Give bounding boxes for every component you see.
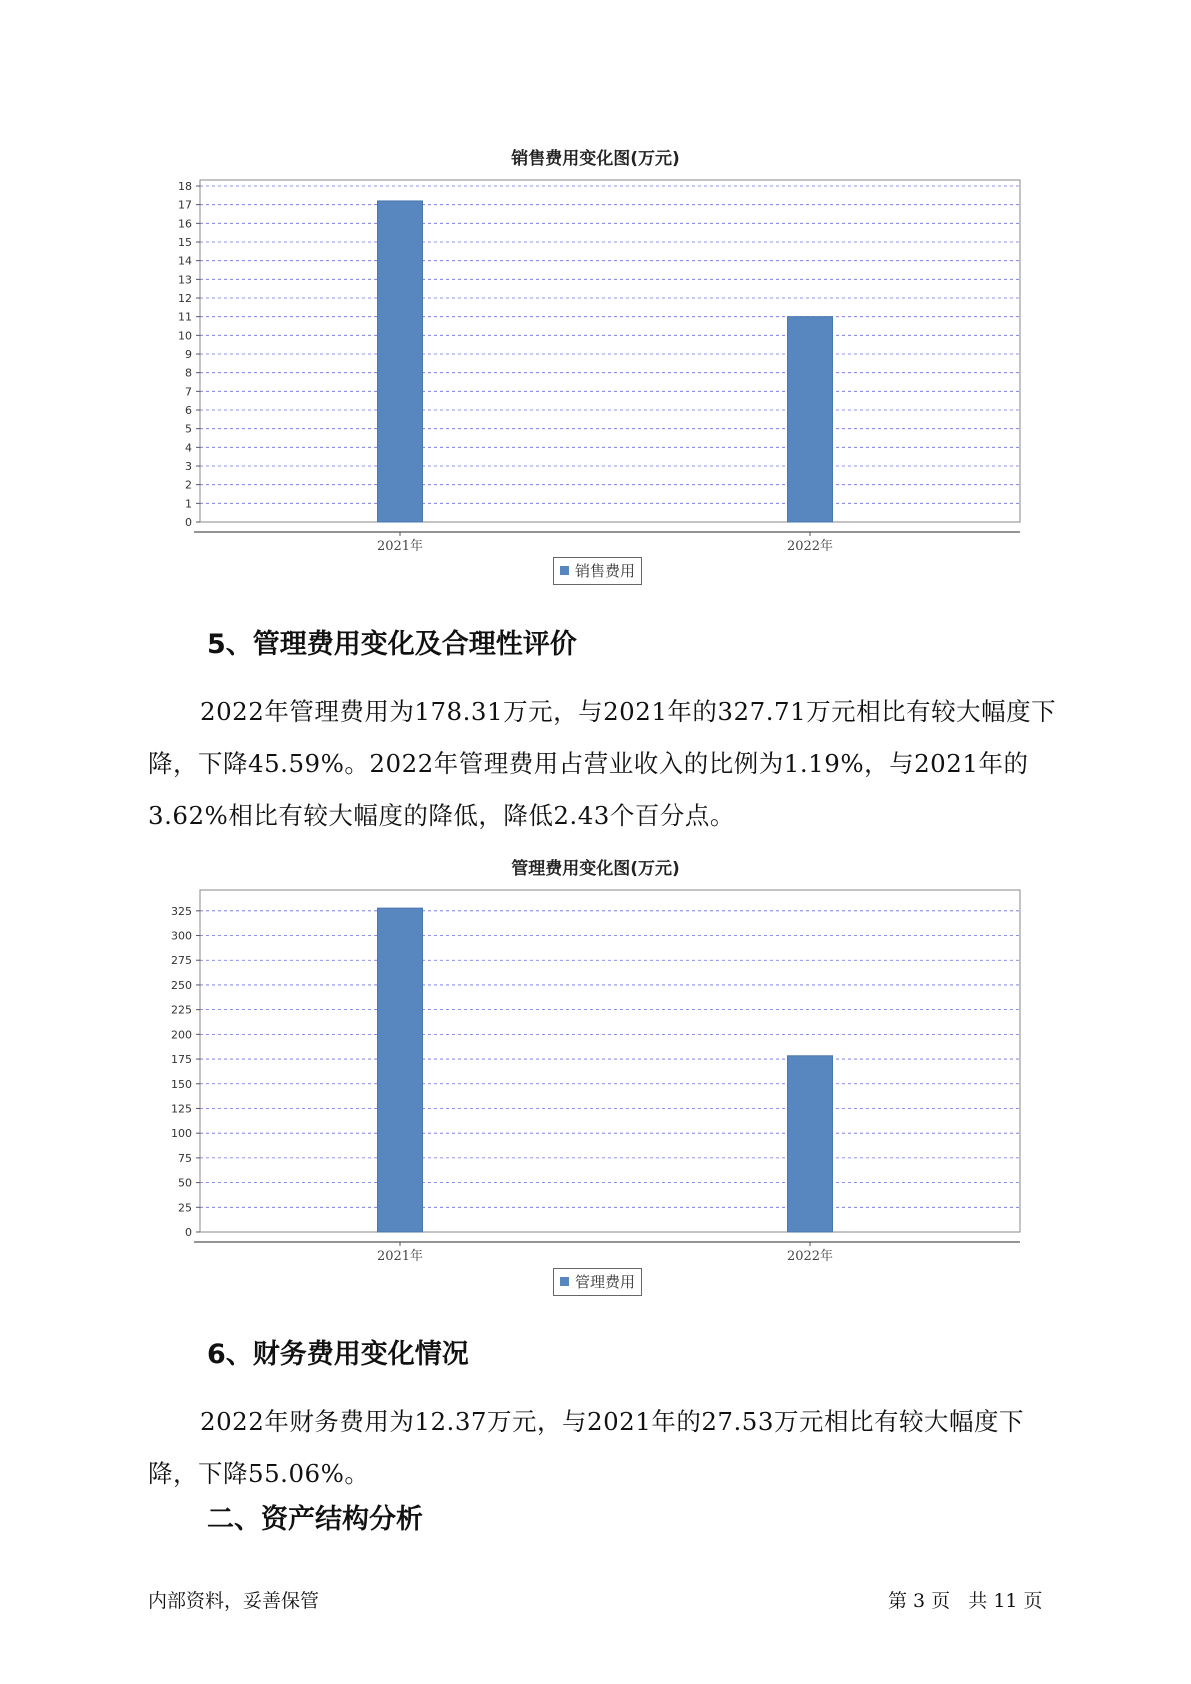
bar-2022年 bbox=[788, 317, 833, 522]
y-tick-label: 16 bbox=[178, 217, 192, 231]
section-6-paragraph: 2022年财务费用为12.37万元，与2021年的27.53万元相比有较大幅度下降，下降55.06%。 bbox=[148, 1407, 1024, 1488]
y-tick-label: 12 bbox=[178, 292, 192, 305]
footer-confidential: 内部资料，妥善保管 bbox=[148, 1590, 320, 1612]
y-tick-label: 225 bbox=[171, 1003, 192, 1017]
chart2-legend bbox=[553, 1268, 642, 1296]
bar-2021年 bbox=[378, 201, 423, 522]
chart2-title: 管理费用变化图(万元) bbox=[511, 859, 680, 879]
y-tick-label: 8 bbox=[185, 366, 192, 380]
y-tick-label: 0 bbox=[185, 516, 192, 529]
section-5-paragraph: 2022年管理费用为178.31万元，与2021年的327.71万元相比有较大幅度下降，下降45.59%。2022年管理费用占营业收入的比例为1.19%，与2021年的3.62%相比有较大幅度的降低，降低2.43个百分点。 bbox=[148, 697, 1057, 830]
section-6-heading: 6、财务费用变化情况 bbox=[207, 1339, 469, 1370]
y-tick-label: 200 bbox=[171, 1028, 192, 1042]
y-tick-label: 7 bbox=[185, 385, 192, 399]
x-tick-label: 2021年 bbox=[376, 1249, 424, 1264]
sales-expense-chart bbox=[178, 180, 1020, 565]
chart2-legend-label: 管理费用 bbox=[575, 1273, 636, 1291]
y-tick-label: 4 bbox=[185, 441, 192, 455]
y-tick-label: 9 bbox=[185, 348, 192, 361]
y-tick-label: 275 bbox=[171, 954, 192, 968]
y-tick-label: 2 bbox=[185, 478, 192, 492]
y-tick-label: 150 bbox=[171, 1077, 192, 1091]
y-tick-label: 1 bbox=[185, 497, 192, 511]
legend-swatch-icon bbox=[560, 566, 569, 575]
section-2-heading: 二、资产结构分析 bbox=[207, 1504, 423, 1535]
y-tick-label: 15 bbox=[178, 236, 192, 249]
y-tick-label: 3 bbox=[185, 460, 192, 473]
y-tick-label: 75 bbox=[178, 1151, 192, 1165]
chart1-legend bbox=[553, 557, 642, 585]
admin-expense-chart bbox=[171, 890, 1020, 1275]
legend-swatch-icon bbox=[560, 1277, 569, 1286]
plot-frame bbox=[200, 180, 1020, 522]
y-tick-label: 6 bbox=[185, 404, 192, 417]
y-tick-label: 300 bbox=[171, 929, 192, 943]
chart1-title: 销售费用变化图(万元) bbox=[511, 149, 680, 169]
y-tick-label: 100 bbox=[171, 1127, 192, 1141]
y-tick-label: 125 bbox=[171, 1102, 192, 1116]
footer-page-number: 第 3 页 共 11 页 bbox=[888, 1590, 1043, 1612]
chart1-legend-label: 销售费用 bbox=[575, 562, 636, 580]
y-tick-label: 175 bbox=[171, 1053, 192, 1067]
y-tick-label: 250 bbox=[171, 978, 192, 992]
plot-frame bbox=[200, 890, 1020, 1232]
y-tick-label: 0 bbox=[185, 1226, 192, 1239]
y-tick-label: 10 bbox=[178, 329, 192, 343]
y-tick-label: 325 bbox=[171, 904, 192, 918]
y-tick-label: 14 bbox=[178, 254, 192, 268]
sales-expense-chart-svg bbox=[178, 180, 1020, 565]
y-tick-label: 13 bbox=[178, 273, 192, 287]
y-tick-label: 5 bbox=[185, 422, 192, 436]
y-tick-label: 25 bbox=[178, 1201, 192, 1215]
admin-expense-chart-svg bbox=[171, 890, 1020, 1275]
bar-2021年 bbox=[378, 908, 423, 1232]
y-tick-label: 50 bbox=[178, 1176, 192, 1190]
y-tick-label: 11 bbox=[178, 310, 192, 324]
x-tick-label: 2022年 bbox=[786, 1249, 834, 1264]
bar-2022年 bbox=[788, 1056, 833, 1232]
x-tick-label: 2021年 bbox=[376, 539, 424, 554]
section-5-heading: 5、管理费用变化及合理性评价 bbox=[207, 629, 577, 660]
y-tick-label: 17 bbox=[178, 198, 192, 212]
y-tick-label: 18 bbox=[178, 180, 192, 193]
x-tick-label: 2022年 bbox=[786, 539, 834, 554]
